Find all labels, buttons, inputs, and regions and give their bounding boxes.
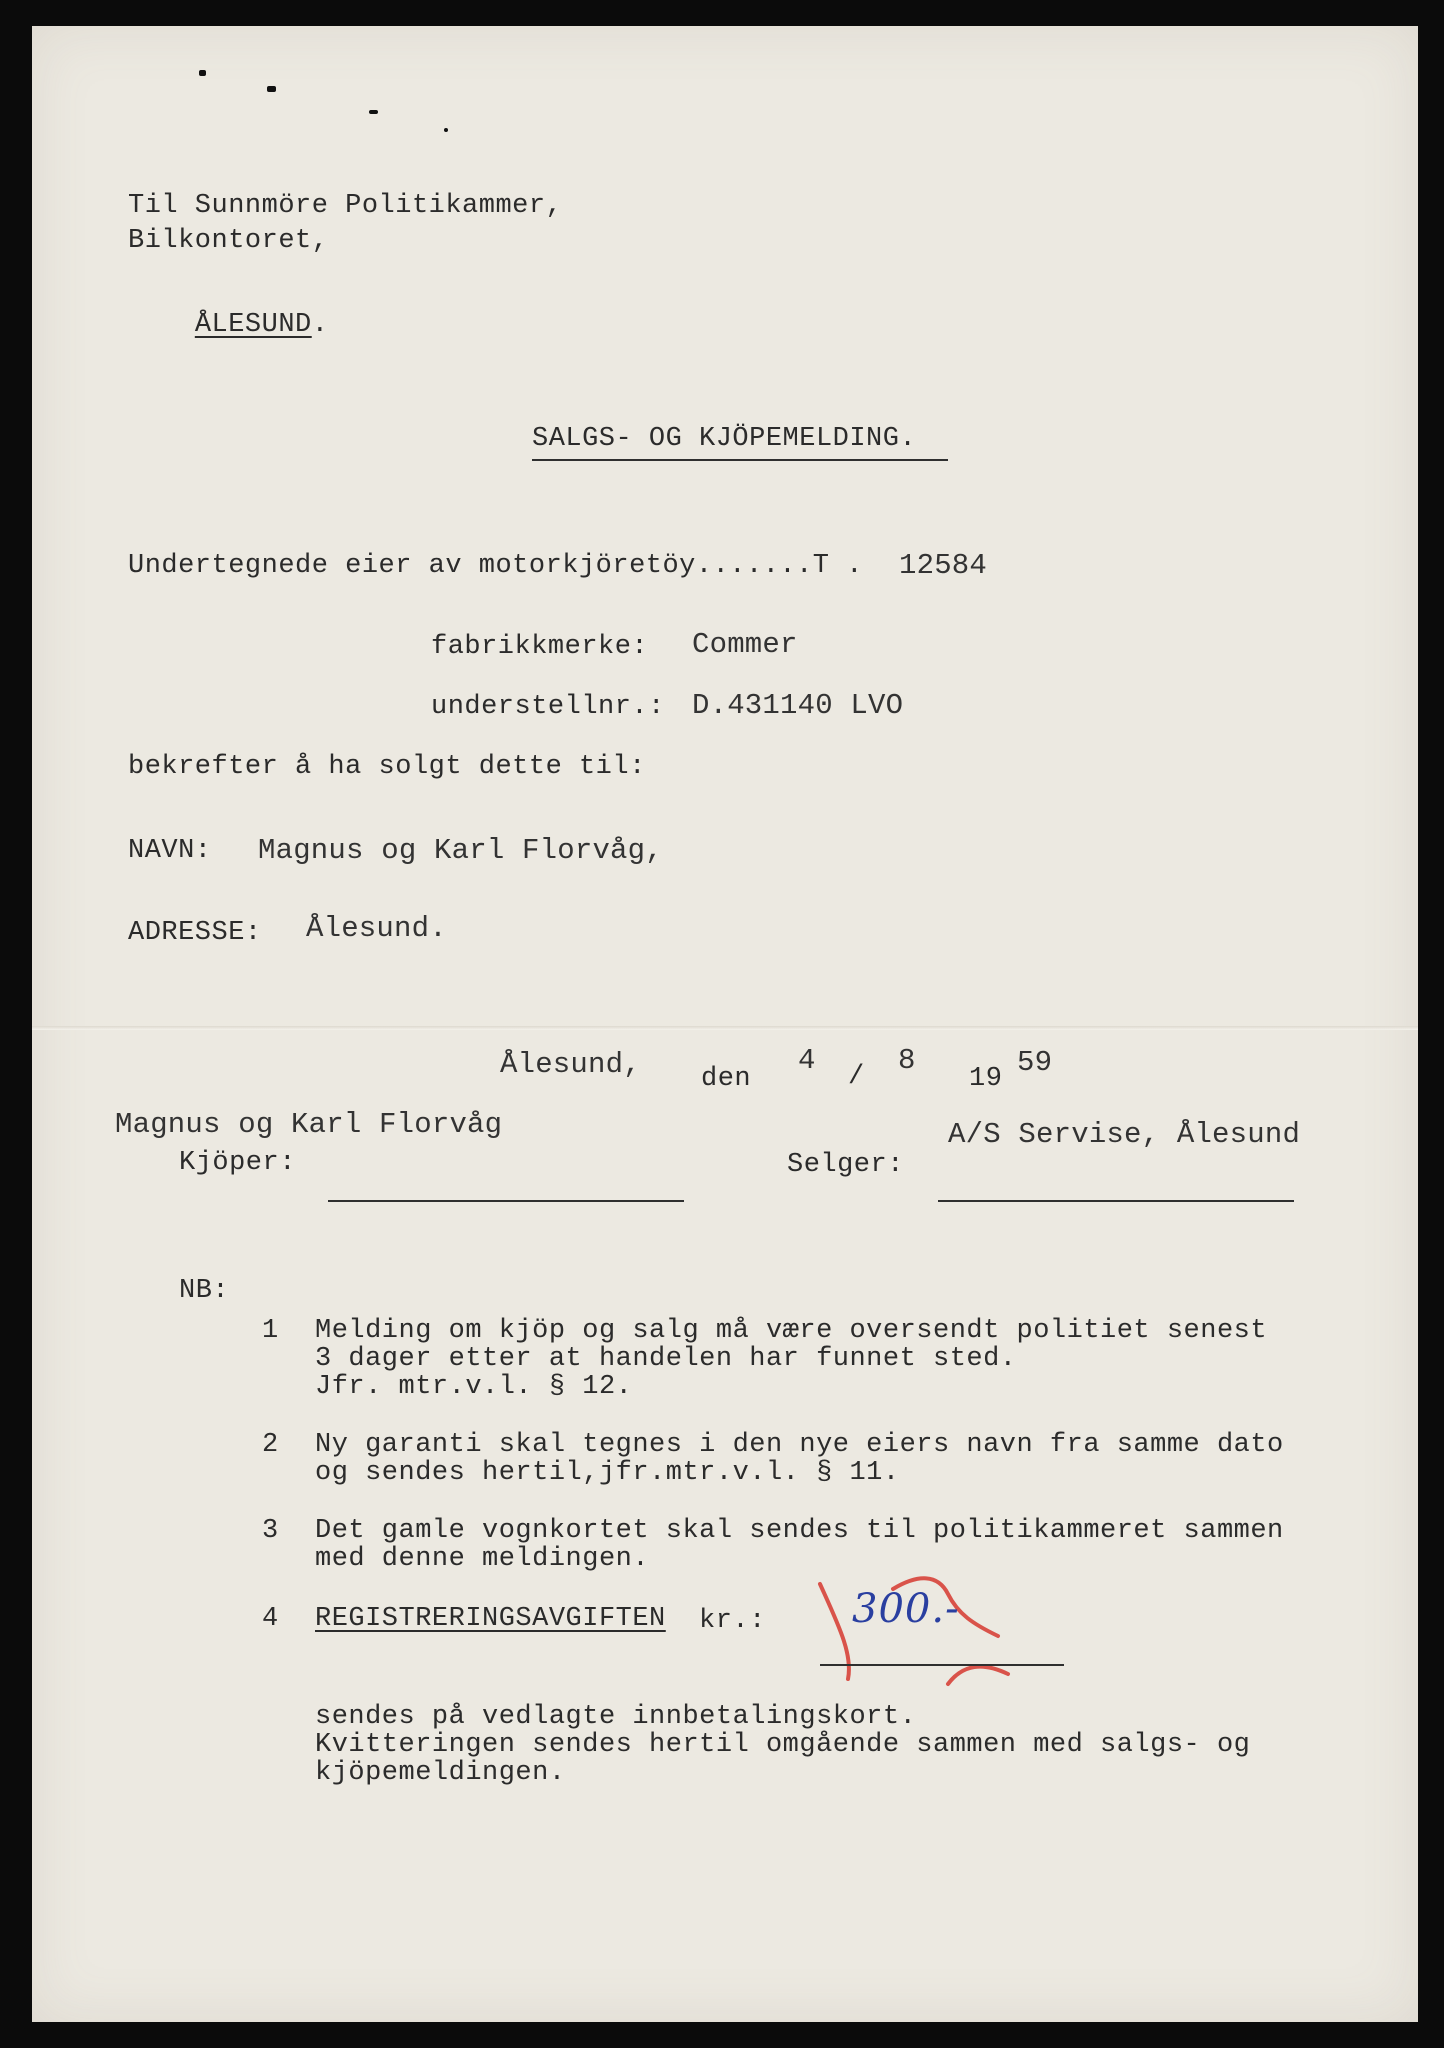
- chassis-label: understellnr.:: [431, 692, 665, 722]
- buyer-label: Kjöper:: [179, 1148, 296, 1178]
- buyer-name-label: NAVN:: [128, 836, 212, 866]
- confirm-text: bekrefter å ha solgt dette til:: [128, 752, 646, 782]
- closing-line: Kvitteringen sendes hertil omgående sammen med salgs- og: [315, 1730, 1251, 1760]
- date-month: 8: [898, 1044, 916, 1077]
- closing-line: kjöpemeldingen.: [315, 1758, 566, 1788]
- date-place: Ålesund,: [500, 1048, 641, 1081]
- closing-line: sendes på vedlagte innbetalingskort.: [315, 1702, 917, 1732]
- date-separator: /: [848, 1062, 865, 1092]
- note-number: 1: [262, 1316, 279, 1346]
- note-line: Jfr. mtr.v.l. § 12.: [315, 1372, 633, 1402]
- chassis-value: D.431140 LVO: [692, 689, 904, 722]
- registration-fee-label: REGISTRERINGSAVGIFTEN: [315, 1604, 666, 1634]
- date-year-suffix: 59: [1017, 1046, 1053, 1079]
- recipient-line-2: Bilkontoret,: [128, 226, 329, 256]
- date-year-prefix: 19: [969, 1064, 1003, 1094]
- recipient-city-name: ÅLESUND: [194, 310, 312, 340]
- seller-label: Selger:: [787, 1150, 904, 1180]
- note-line: Melding om kjöp og salg må være oversendt politiet senest: [315, 1316, 1268, 1346]
- registration-fee-amount: 300.-: [852, 1586, 960, 1632]
- notes-heading: NB:: [179, 1276, 230, 1306]
- registration-fee-kr: kr.:: [699, 1606, 766, 1636]
- recipient-line-1: Til Sunnmöre Politikammer,: [128, 191, 563, 221]
- note-line: Det gamle vognkortet skal sendes til politikammeret sammen: [315, 1516, 1284, 1546]
- ink-speck: [444, 128, 448, 132]
- buyer-signature-line: [328, 1200, 684, 1202]
- paper-fold: [32, 1026, 1418, 1030]
- make-value: Commer: [692, 628, 798, 661]
- note-number: 4: [262, 1604, 279, 1634]
- date-den: den: [701, 1064, 752, 1094]
- vehicle-reg-number: 12584: [899, 549, 988, 582]
- amount-underline: [820, 1664, 1064, 1666]
- note-number: 2: [262, 1430, 279, 1460]
- ink-speck: [369, 110, 378, 114]
- buyer-stamp: Magnus og Karl Florvåg: [115, 1108, 503, 1141]
- date-day: 4: [798, 1044, 816, 1077]
- note-line: og sendes hertil,jfr.mtr.v.l. § 11.: [315, 1458, 900, 1488]
- vehicle-intro: Undertegnede eier av motorkjöretöy.......T .: [128, 551, 863, 581]
- title-underline: [532, 459, 948, 461]
- note-number: 3: [262, 1516, 279, 1546]
- ink-speck: [267, 86, 276, 92]
- buyer-name-value: Magnus og Karl Florvåg,: [258, 834, 663, 867]
- note-line: Ny garanti skal tegnes i den nye eiers navn fra samme dato: [315, 1430, 1284, 1460]
- note-line: med denne meldingen.: [315, 1544, 650, 1574]
- make-label: fabrikkmerke:: [431, 632, 649, 662]
- buyer-address-value: Ålesund.: [306, 912, 447, 945]
- note-line: 3 dager etter at handelen har funnet sted.: [315, 1344, 1017, 1374]
- ink-speck: [199, 70, 206, 76]
- buyer-address-label: ADRESSE:: [128, 918, 262, 948]
- seller-signature-line: [938, 1200, 1294, 1202]
- seller-stamp: A/S Servise, Ålesund: [948, 1118, 1301, 1151]
- recipient-city-suffix: .: [311, 310, 329, 340]
- form-title: SALGS- OG KJÖPEMELDING.: [532, 424, 917, 454]
- document-page: [32, 26, 1418, 2022]
- recipient-city: [128, 280, 328, 370]
